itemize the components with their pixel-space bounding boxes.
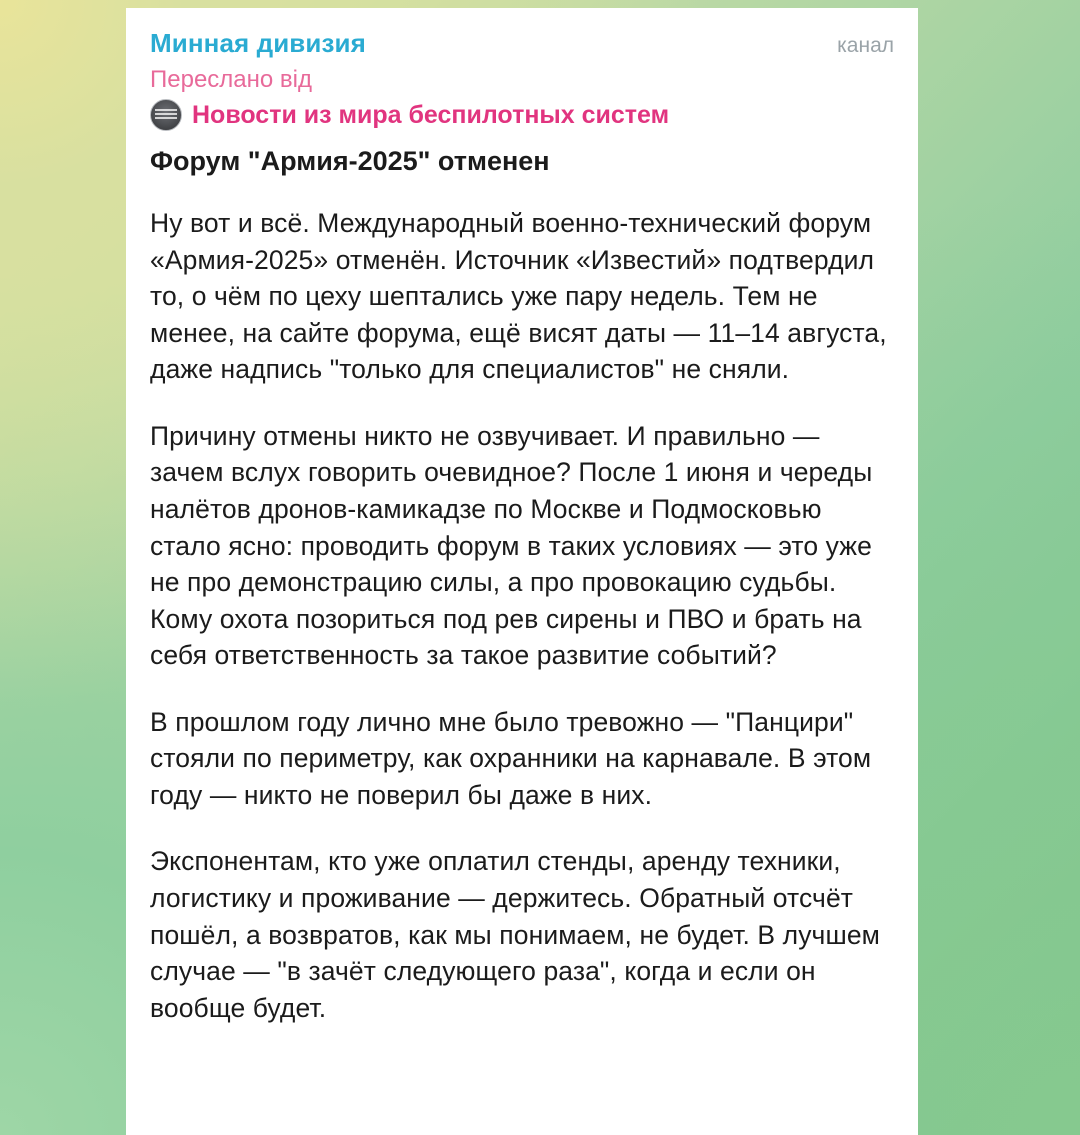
post-paragraph: Экспонентам, кто уже оплатил стенды, аренду техники, логистику и проживание — держитесь. Обратный отсчёт пошёл, а возвратов, как мы понимаем, не будет. В лучшем случае — "в зачёт следующего раза", когда и если он вообще будет.: [150, 846, 880, 1023]
post-body: [150, 205, 894, 1026]
forwarded-from-label: Переслано вiд: [150, 66, 312, 94]
telegram-post-card: [126, 8, 918, 1135]
forwarded-source-row[interactable]: [150, 99, 894, 131]
source-avatar-icon: [150, 99, 182, 131]
forwarded-source-name[interactable]: Новости из мира беспилотных систем: [192, 101, 670, 130]
channel-type-label: канал: [837, 34, 894, 57]
post-title: Форум "Армия-2025" отменен: [150, 146, 550, 177]
post-paragraph: В прошлом году лично мне было тревожно — "Панцири" стояли по периметру, как охранники на карнавале. В этом году — никто не поверил бы даже в них.: [150, 706, 872, 810]
channel-name[interactable]: Минная дивизия: [150, 28, 366, 58]
post-paragraph: Причину отмены никто не озвучивает. И правильно — зачем вслух говорить очевидное? После 1 июня и череды налётов дронов-камикадзе по Москве и Подмосковью стало ясно: проводить форум в таких условиях — это уже не про демонстрацию силы, а про провокацию судьбы. Кому охота позориться под рев сирены и ПВО и брать на себя ответственность за такое развитие событий?: [150, 420, 873, 671]
post-header: [150, 28, 894, 59]
post-paragraph: Ну вот и всё. Международный военно-технический форум «Армия-2025» отменён. Источник «Известий» подтвердил то, о чём по цеху шептались уже пару недель. Тем не менее, на сайте форума, ещё висят даты — 11–14 августа, даже надпись "только для специалистов" не сняли.: [150, 208, 887, 385]
